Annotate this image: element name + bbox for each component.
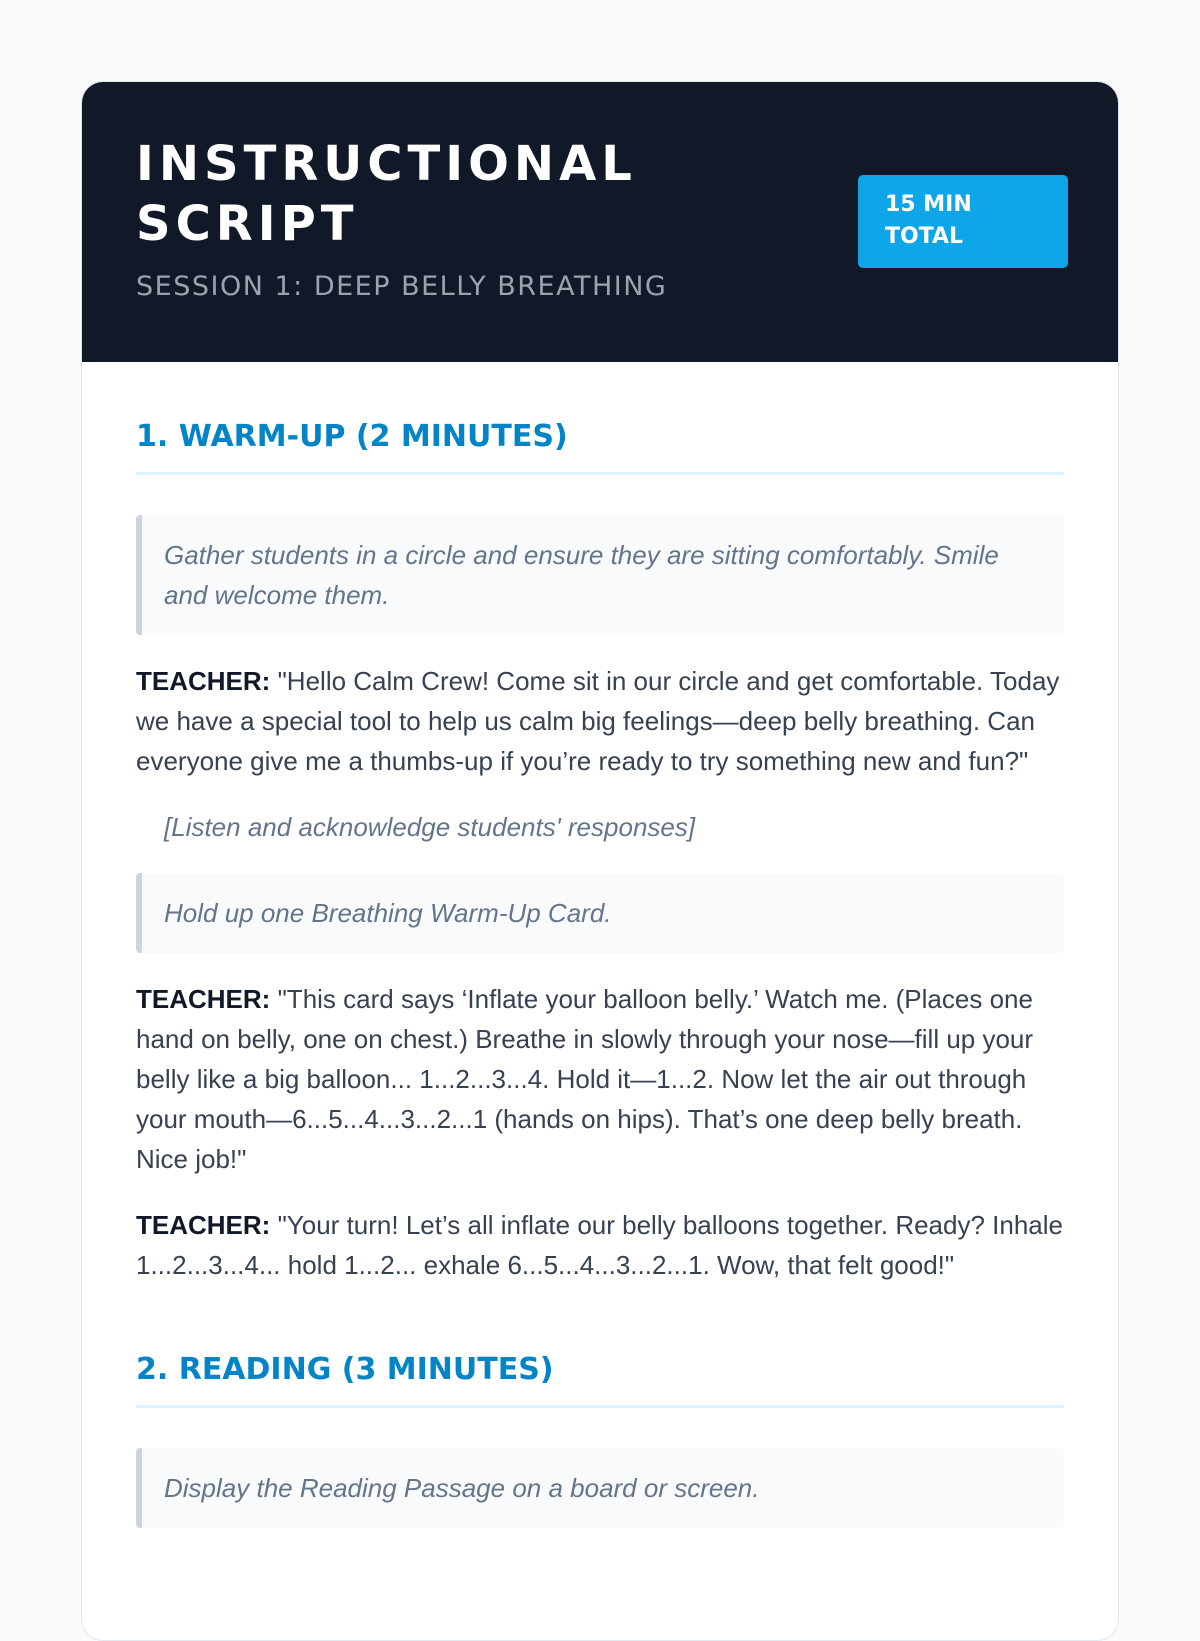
script-content: [82, 418, 1118, 1528]
teacher-line-text: "Your turn! Let’s all inflate our belly balloons together. Ready? Inhale 1...2...3...4... hold 1...2... exhale 6...5...4...3...2...1. Wow, that felt good!": [136, 1210, 1063, 1280]
duration-badge: 15 MIN TOTAL: [858, 175, 1068, 268]
speaker-label: TEACHER:: [136, 984, 271, 1014]
speaker-label: TEACHER:: [136, 666, 271, 696]
teacher-line-text: "This card says ‘Inflate your balloon belly.’ Watch me. (Places one hand on belly, one on chest.) Breathe in slowly through your nose—fill up your belly like a big balloon... 1...2...3...4. Hold it—1...2. Now let the air out through your mouth—6...5...4...3...2...1 (hands on hips). That’s one deep belly breath. Nice job!": [136, 984, 1034, 1174]
section-title-reading: 2. READING (3 MINUTES): [136, 1351, 1064, 1408]
stage-direction: [Listen and acknowledge students' responses]: [164, 812, 696, 842]
section-title-warm-up: 1. WARM-UP (2 MINUTES): [136, 418, 1064, 475]
instruction-note: Gather students in a circle and ensure they are sitting comfortably. Smile and welcome them.: [136, 515, 1064, 635]
teacher-line: [136, 661, 1064, 781]
session-subtitle: SESSION 1: DEEP BELLY BREATHING: [136, 271, 668, 302]
teacher-line-text: "Hello Calm Crew! Come sit in our circle and get comfortable. Today we have a special tool to help us calm big feelings—deep belly breathing. Can everyone give me a thumbs-up if you’re ready to try something new and fun?": [136, 666, 1060, 776]
script-header: [82, 82, 1118, 362]
page-title: INSTRUCTIONAL SCRIPT: [136, 136, 637, 252]
speaker-label: TEACHER:: [136, 1210, 271, 1240]
instruction-note: Hold up one Breathing Warm-Up Card.: [136, 873, 1064, 953]
instruction-note: Display the Reading Passage on a board or screen.: [136, 1448, 1064, 1528]
teacher-line: [136, 1205, 1064, 1285]
script-card: [81, 81, 1119, 1641]
teacher-line: [136, 979, 1064, 1179]
